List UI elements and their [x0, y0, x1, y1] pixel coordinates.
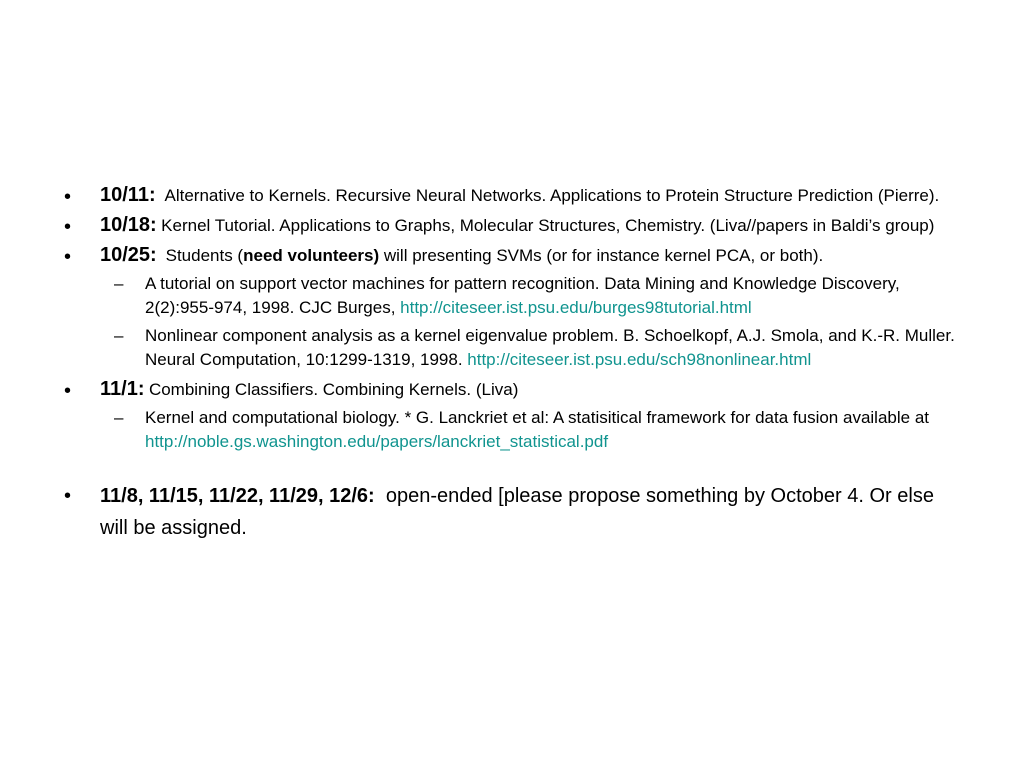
bullet-icon: •: [64, 186, 72, 208]
bullet-icon: •: [64, 216, 72, 238]
item-date: 11/1:: [100, 378, 145, 400]
item-date: 10/25:: [100, 244, 157, 266]
dash-icon: –: [114, 326, 124, 345]
bullet-icon: •: [64, 246, 72, 268]
item-text: Combining Classifiers. Combining Kernels. (Liva): [148, 380, 519, 399]
item-date: 11/8, 11/15, 11/22, 11/29, 12/6:: [100, 485, 375, 507]
schedule-item-1018: [64, 214, 964, 238]
item-text-pre: Students (: [165, 246, 244, 265]
item-date: 10/18:: [100, 214, 157, 236]
dash-icon: –: [114, 408, 124, 427]
item-text-bold: need volunteers): [243, 246, 380, 265]
schedule-item-open-ended: [64, 480, 964, 544]
sub-item-text: A tutorial on support vector machines for pattern recognition. Data Mining and Knowledge Discovery, 2(2):955-974, 1998. CJC Burges,: [145, 274, 900, 317]
reference-link[interactable]: http://citeseer.ist.psu.edu/burges98tutorial.html: [400, 298, 752, 317]
bullet-icon: •: [64, 485, 72, 507]
item-text: [166, 246, 824, 265]
schedule-item-1011: [64, 184, 964, 208]
bullet-icon: •: [64, 380, 72, 402]
sub-list: [100, 272, 964, 372]
sub-item-text: Kernel and computational biology. * G. Lanckriet et al: A statisitical framework for data fusion available at: [145, 408, 929, 427]
item-text: Kernel Tutorial. Applications to Graphs, Molecular Structures, Chemistry. (Liva//papers in Baldi’s group): [161, 216, 935, 235]
item-text-post: will presenting SVMs (or for instance kernel PCA, or both).: [379, 246, 824, 265]
sub-item: [64, 324, 964, 372]
sub-item-text: Nonlinear component analysis as a kernel eigenvalue problem. B. Schoelkopf, A.J. Smola, and K.-R. Muller. Neural Computation, 10:1299-1319, 1998.: [145, 326, 955, 369]
sub-item: [64, 406, 964, 454]
item-text: Alternative to Kernels. Recursive Neural Networks. Applications to Protein Structure Prediction (Pierre).: [164, 186, 940, 205]
schedule-item-1025: [64, 244, 964, 372]
schedule-item-111: [64, 378, 964, 454]
item-date: 10/11:: [100, 184, 156, 206]
reference-link[interactable]: http://citeseer.ist.psu.edu/sch98nonlinear.html: [467, 350, 812, 369]
schedule-list: [64, 184, 964, 550]
reference-link[interactable]: http://noble.gs.washington.edu/papers/lanckriet_statistical.pdf: [145, 432, 609, 451]
sub-list: [100, 406, 964, 454]
dash-icon: –: [114, 274, 124, 293]
sub-item: [64, 272, 964, 320]
item-text: open-ended [please propose something by October 4. Or else will be assigned.: [100, 485, 934, 539]
